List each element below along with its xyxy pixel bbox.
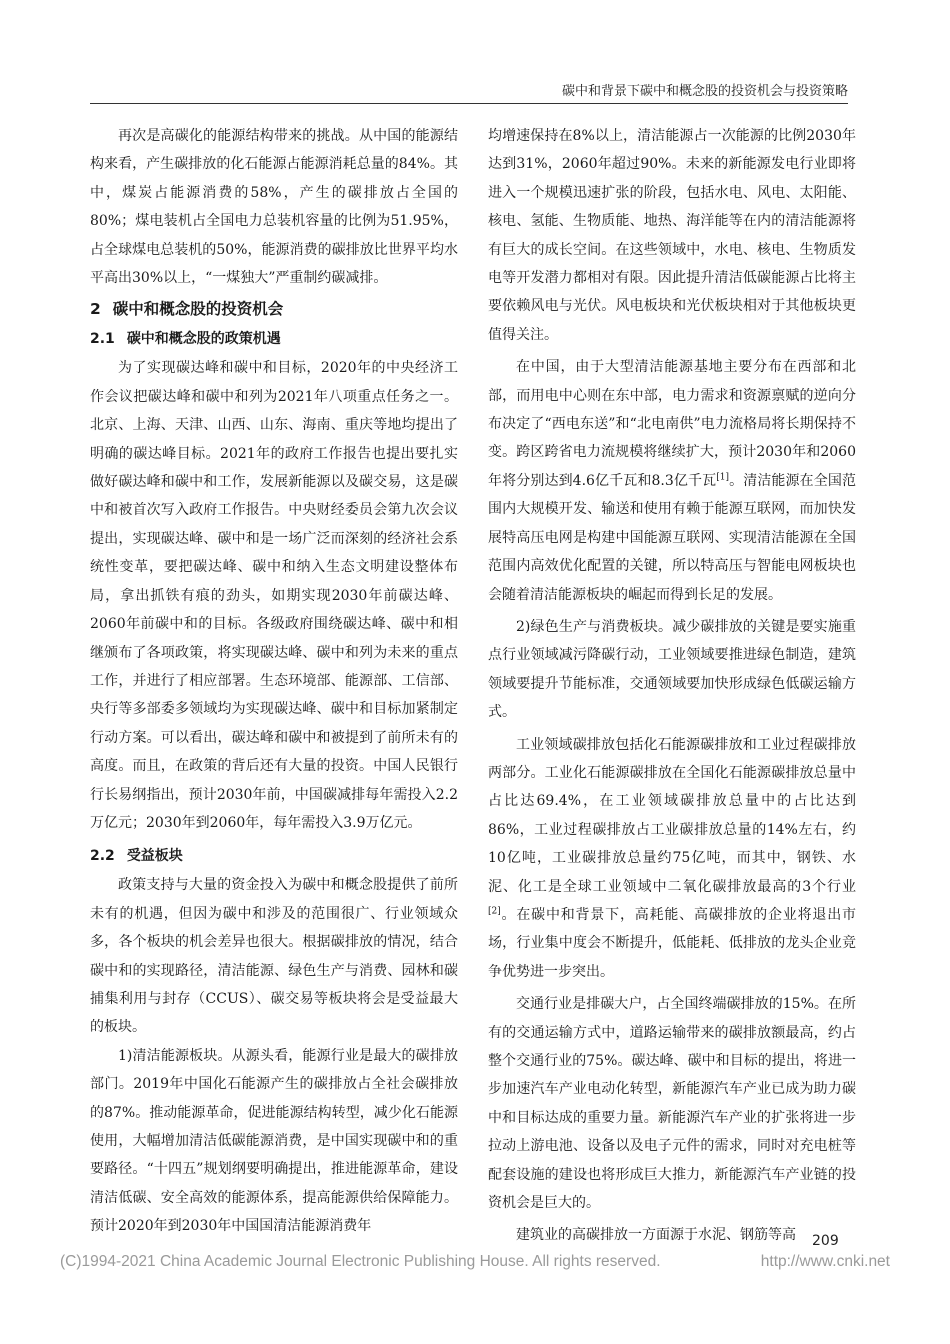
running-title: 碳中和背景下碳中和概念股的投资机会与投资策略 (561, 84, 848, 99)
section-title: 碳中和概念股的投资机会 (112, 300, 284, 319)
copyright-text: (C)1994-2021 China Academic Journal Electronic Publishing House. All rights reserved. (60, 1253, 661, 1270)
paragraph-green-production: 2)绿色生产与消费板块。减少碳排放的关键是要实施重点行业领域减污降碳行动，工业领域要推进绿色制造，建筑领域要提升节能标准，交通领域要加快形成绿色低碳运输方式。 (488, 618, 856, 721)
subsection-title: 受益板块 (126, 848, 183, 865)
citation-2[interactable]: [2] (488, 906, 501, 917)
paragraph-transport: 交通行业是排碳大户，占全国终端碳排放的15%。在所有的交通运输方式中，道路运输带来的碳排放额最高，约占整个交通行业的75%。碳达峰、碳中和目标的提出，将进一步加速汽车产业电动化转型，新能源汽车产业已成为助力碳中和目标达成的重要力量。新能源汽车产业的扩张将进一步拉动上游电池、设备以及电子元件的需求，同时对充电桩等配套设施的建设也将形成巨大推力，新能源汽车产业链的投资机会是巨大的。 (488, 996, 856, 1212)
right-column (488, 122, 856, 1250)
subsection-number: 2.2 (90, 848, 115, 865)
subsection-heading-2-1 (90, 324, 458, 354)
paragraph-power-grid-text: 在中国，由于大型清洁能源基地主要分布在西部和北部，而用电中心则在东中部，电力需求和资源禀赋的逆向分布决定了“西电东送”和“北电南供”电力流格局将长期保持不变。跨区跨省电力流规模将继续扩大，预计2030年和2060年将分别达到4.6亿千瓦和8.3亿千瓦 (488, 359, 856, 489)
paragraph-benefit-sectors: 政策支持与大量的资金投入为碳中和概念股提供了前所未有的机遇，但因为碳中和涉及的范围很广、行业领域众多，各个板块的机会差异也很大。根据碳排放的情况，结合碳中和的实现路径，清洁能源、绿色生产与消费、园林和碳捕集利用与封存（CCUS）、碳交易等板块将会是受益最大的板块。 (90, 877, 458, 1036)
paragraph-power-grid-text-end: 。清洁能源在全国范围内大规模开发、输送和使用有赖于能源互联网，而加快发展特高压电网是构建中国能源互联网、实现清洁能源在全国范围内高效优化配置的关键，所以特高压与智能电网板块也会随着清洁能源板块的崛起而得到长足的发展。 (488, 472, 857, 603)
left-column (90, 122, 458, 1241)
cnki-link[interactable]: http://www.cnki.net (760, 1253, 890, 1270)
section-number: 2 (90, 300, 101, 319)
citation-1[interactable]: [1] (716, 472, 729, 483)
paragraph-power-grid (488, 353, 856, 609)
paragraph-building: 建筑业的高碳排放一方面源于水泥、钢筋等高 (516, 1227, 796, 1244)
paragraph-industry-text: 工业领域碳排放包括化石能源碳排放和工业过程碳排放两部分。工业化石能源碳排放在全国化石能源碳排放总量中占比达69.4%，在工业领域碳排放总量中的占比达到86%，工业过程碳排放占工业碳排放总量的14%左右，约10亿吨，工业碳排放总量约75亿吨，而其中，钢铁、水泥、化工是全球工业领域中二氧化碳排放最高的3个行业 (488, 736, 856, 895)
subsection-number: 2.1 (90, 331, 115, 348)
paragraph-policy: 为了实现碳达峰和碳中和目标，2020年的中央经济工作会议把碳达峰和碳中和列为2021年八项重点任务之一。北京、上海、天津、山西、山东、海南、重庆等地均提出了明确的碳达峰目标。2021年的政府工作报告也提出要扎实做好碳达峰和碳中和工作，发展新能源以及碳交易，这是碳中和被首次写入政府工作报告。中央财经委员会第九次会议提出，实现碳达峰、碳中和是一场广泛而深刻的经济社会系统性变革，要把碳达峰、碳中和纳入生态文明建设整体布局，拿出抓铁有痕的劲头，如期实现2030年前碳达峰、2060年前碳中和的目标。各级政府围绕碳达峰、碳中和相继颁布了各项政策，将实现碳达峰、碳中和列为未来的重点工作，并进行了相应部署。生态环境部、能源部、工信部、央行等多部委多领域均为实现碳达峰、碳中和目标加紧制定行动方案。可以看出，碳达峰和碳中和被提到了前所未有的高度。而且，在政策的背后还有大量的投资。中国人民银行行长易纲指出，预计2030年前，中国碳减排每年需投入2.2万亿元；2030年到2060年，每年需投入3.9万亿元。 (90, 360, 458, 831)
subsection-heading-2-2 (90, 841, 458, 871)
paragraph-industry (488, 731, 856, 987)
subsection-title: 碳中和概念股的政策机遇 (126, 331, 281, 348)
page-number: 209 (812, 1233, 839, 1249)
copyright-footer (60, 1253, 920, 1271)
section-heading-2 (90, 294, 458, 324)
paragraph-clean-energy: 1)清洁能源板块。从源头看，能源行业是最大的碳排放部门。2019年中国化石能源产生的碳排放占全社会碳排放的87%。推动能源革命，促进能源结构转型，减少化石能源使用，大幅增加清洁低碳能源消费，是中国实现碳中和的重要路径。“十四五”规划纲要明确提出，推进能源革命，建设清洁低碳、安全高效的能源体系，提高能源供给保障能力。预计2020年到2030年中国国清洁能源消费年 (90, 1047, 458, 1235)
running-header (90, 80, 848, 104)
paragraph-industry-text-end: 。在碳中和背景下，高耗能、高碳排放的企业将退出市场，行业集中度会不断提升，低能耗、低排放的龙头企业竞争优势进一步突出。 (488, 906, 856, 980)
paragraph-energy-structure: 再次是高碳化的能源结构带来的挑战。从中国的能源结构来看，产生碳排放的化石能源占能源消耗总量的84%。其中，煤炭占能源消费的58%，产生的碳排放占全国的80%；煤电装机占全国电力总装机容量的比例为51.95%，占全球煤电总装机的50%，能源消费的碳排放比世界平均水平高出30%以上，“一煤独大”严重制约碳减排。 (90, 128, 458, 287)
paragraph-clean-energy-continued: 均增速保持在8%以上，清洁能源占一次能源的比例2030年达到31%，2060年超过90%。未来的新能源发电行业即将进入一个规模迅速扩张的阶段，包括水电、风电、太阳能、核电、氢能、生物质能、地热、海洋能等在内的清洁能源将有巨大的成长空间。在这些领域中，水电、核电、生物质发电等开发潜力都相对有限。因此提升清洁低碳能源占比将主要依赖风电与光伏。风电板块和光伏板块相对于其他板块更值得关注。 (488, 128, 856, 343)
